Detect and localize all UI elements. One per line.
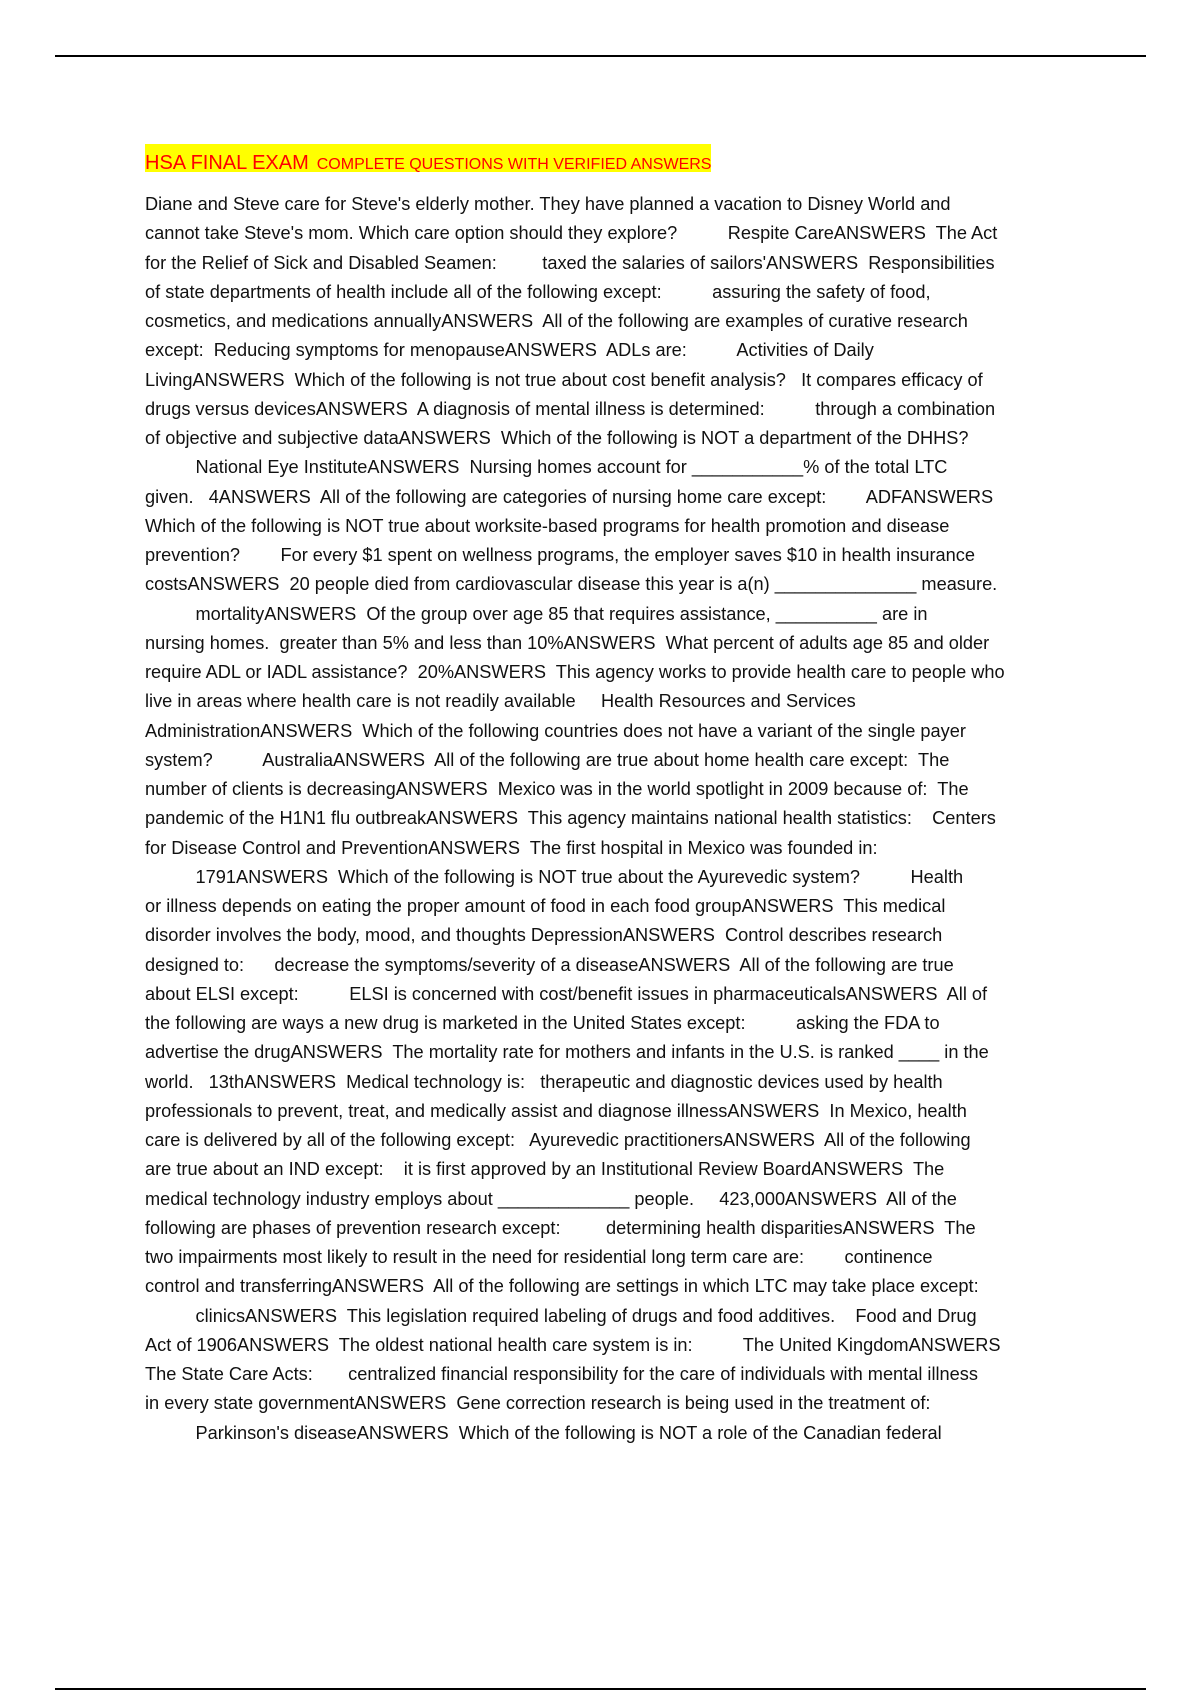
body-text-line: for Disease Control and PreventionANSWERS The first hospital in Mexico was founded in: <box>145 837 878 858</box>
body-text-line: require ADL or IADL assistance? 20%ANSWERS This agency works to provide health care to people who <box>145 662 1005 682</box>
body-text-line: or illness depends on eating the proper amount of food in each food groupANSWERS This medical <box>145 896 946 916</box>
body-text-line: drugs versus devicesANSWERS A diagnosis of mental illness is determined: through a combination <box>145 398 996 419</box>
body-text-line: are true about an IND except: it is first approved by an Institutional Review BoardANSWERS The <box>145 1159 945 1180</box>
body-text-line: cannot take Steve's mom. Which care option should they explore? Respite CareANSWERS The Act <box>145 223 998 244</box>
body-text-line: given. 4ANSWERS All of the following are categories of nursing home care except: ADFANSWERS <box>145 486 994 507</box>
body-text-line: mortalityANSWERS Of the group over age 85 that requires assistance, __________ are in <box>145 603 928 624</box>
body-text-line: except: Reducing symptoms for menopauseANSWERS ADLs are: Activities of Daily <box>145 340 874 361</box>
body-text-line: following are phases of prevention research except: determining health disparitiesANSWERS The <box>145 1217 976 1238</box>
body-text-line: National Eye InstituteANSWERS Nursing homes account for ___________% of the total LTC <box>145 457 948 478</box>
body-text-line: 1791ANSWERS Which of the following is NOT true about the Ayurevedic system? Health <box>145 866 964 887</box>
body-text-line: live in areas where health care is not readily available Health Resources and Services <box>145 691 856 712</box>
body-text-line: system? AustraliaANSWERS All of the following are true about home health care except: The <box>145 749 950 770</box>
body-text-line: designed to: decrease the symptoms/severity of a diseaseANSWERS All of the following are true <box>145 954 954 975</box>
title-subtitle: COMPLETE QUESTIONS WITH VERIFIED ANSWERS <box>316 156 712 173</box>
body-text-line: world. 13thANSWERS Medical technology is: therapeutic and diagnostic devices used by health <box>145 1071 943 1092</box>
body-text-line: prevention? For every $1 spent on wellness programs, the employer saves $10 in health insurance <box>145 545 976 565</box>
body-text-line: AdministrationANSWERS Which of the following countries does not have a variant of the single payer <box>145 720 966 741</box>
body-text-line: pandemic of the H1N1 flu outbreakANSWERS This agency maintains national health statistics: Centers <box>145 808 996 829</box>
body-text-line: Diane and Steve care for Steve's elderly mother. They have planned a vacation to Disney World and <box>145 194 951 214</box>
body-text-line: Act of 1906ANSWERS The oldest national health care system is in: The United KingdomANSWERS <box>145 1334 1001 1355</box>
body-text-line: Which of the following is NOT true about worksite-based programs for health promotion and disease <box>145 515 950 536</box>
body-text-line: costsANSWERS 20 people died from cardiovascular disease this year is a(n) ______________ measure. <box>145 574 998 595</box>
body-text-line: care is delivered by all of the following except: Ayurevedic practitionersANSWERS All of the following <box>145 1130 971 1150</box>
body-text-line: Parkinson's diseaseANSWERS Which of the following is NOT a role of the Canadian federal <box>145 1422 942 1443</box>
body-text-line: nursing homes. greater than 5% and less than 10%ANSWERS What percent of adults age 85 and older <box>145 632 990 653</box>
top-rule <box>55 55 1146 57</box>
bottom-rule <box>55 1688 1146 1690</box>
body-text-line: disorder involves the body, mood, and thoughts DepressionANSWERS Control describes research <box>145 925 943 946</box>
body-text-line: number of clients is decreasingANSWERS Mexico was in the world spotlight in 2009 because of: The <box>145 779 969 799</box>
body-text-line: the following are ways a new drug is marketed in the United States except: asking the FDA to <box>145 1013 940 1033</box>
body-text-line: of state departments of health include all of the following except: assuring the safety of food, <box>145 281 931 302</box>
body-text-line: advertise the drugANSWERS The mortality rate for mothers and infants in the U.S. is ranked ____ in the <box>145 1042 989 1063</box>
body-text-line: LivingANSWERS Which of the following is not true about cost benefit analysis? It compares efficacy of <box>145 369 983 390</box>
body-text-line: control and transferringANSWERS All of the following are settings in which LTC may take place except: <box>145 1276 979 1297</box>
body-text-line: medical technology industry employs about _____________ people. 423,000ANSWERS All of the <box>145 1188 957 1209</box>
document-title <box>145 144 711 172</box>
body-text-line: professionals to prevent, treat, and medically assist and diagnose illnessANSWERS In Mexico, health <box>145 1100 967 1121</box>
body-text-line: The State Care Acts: centralized financial responsibility for the care of individuals with mental illness <box>145 1364 978 1384</box>
body-text-line: clinicsANSWERS This legislation required labeling of drugs and food additives. Food and Drug <box>145 1305 977 1326</box>
body-text-line: for the Relief of Sick and Disabled Seamen: taxed the salaries of sailors'ANSWERS Responsibilities <box>145 252 995 273</box>
body-text-line: in every state governmentANSWERS Gene correction research is being used in the treatment of: <box>145 1393 931 1414</box>
document-body <box>145 190 1085 1448</box>
body-text-line: two impairments most likely to result in the need for residential long term care are: continence <box>145 1247 933 1267</box>
body-text-line: cosmetics, and medications annuallyANSWERS All of the following are examples of curative research <box>145 311 968 331</box>
title-main: HSA FINAL EXAM <box>145 152 309 174</box>
body-text-line: about ELSI except: ELSI is concerned with cost/benefit issues in pharmaceuticalsANSWERS All of <box>145 983 988 1004</box>
body-text-line: of objective and subjective dataANSWERS Which of the following is NOT a department of the DHHS? <box>145 428 969 448</box>
